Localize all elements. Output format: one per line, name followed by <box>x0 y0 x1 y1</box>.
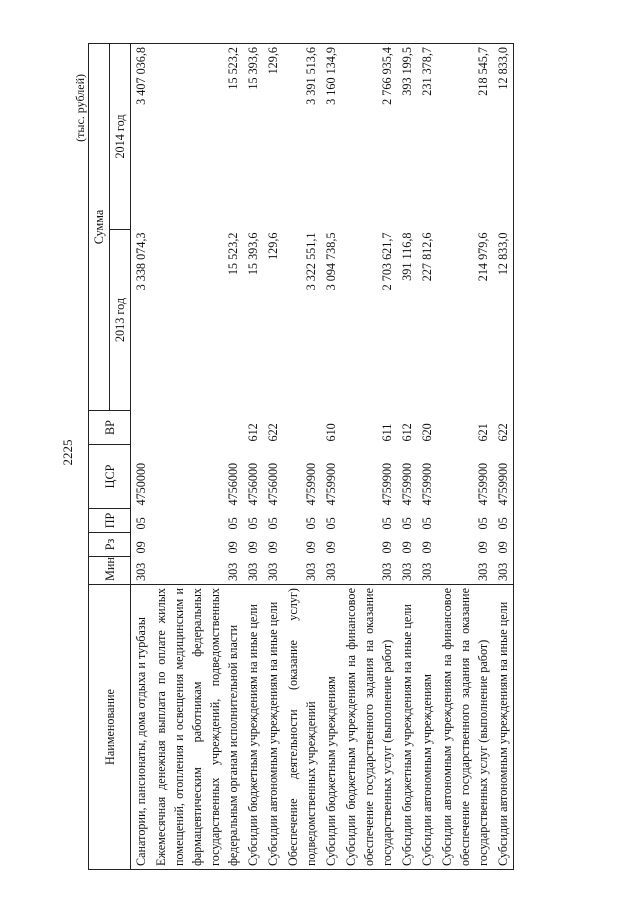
row-csr: 4759900 <box>324 462 338 506</box>
row-2013: 214 979,6 <box>476 232 490 282</box>
row-min: 303 <box>420 562 434 581</box>
row-min: 303 <box>134 562 148 581</box>
row-min: 303 <box>380 562 394 581</box>
row-vr <box>151 411 243 445</box>
table-row <box>321 43 341 869</box>
row-rz: 09 <box>420 541 434 554</box>
row-pr: 05 <box>476 517 490 530</box>
row-2014: 12 833,0 <box>493 43 514 229</box>
row-name: Субсидии автономным учреждениям <box>417 585 437 870</box>
row-rz: 09 <box>246 541 260 554</box>
row-rz: 09 <box>380 541 394 554</box>
row-2013: 391 116,8 <box>400 232 414 281</box>
row-2014: 15 523,2 <box>151 43 243 229</box>
row-name: Субсидии автономным учреждениям на иные цели <box>263 585 283 870</box>
row-2013: 3 338 074,3 <box>134 232 148 291</box>
row-csr: 4756000 <box>226 462 240 506</box>
header-2013: 2013 год <box>110 230 131 411</box>
page-number: 2225 <box>60 439 75 466</box>
row-rz: 09 <box>324 541 338 554</box>
row-pr: 05 <box>134 517 148 530</box>
row-vr: 622 <box>493 411 514 445</box>
row-vr: 620 <box>420 423 434 442</box>
row-min: 303 <box>246 562 260 581</box>
table-row <box>263 43 283 869</box>
row-pr: 05 <box>420 517 434 530</box>
row-vr <box>131 411 152 445</box>
header-csr: ЦСР <box>89 445 131 509</box>
row-name: Субсидии бюджетным учреждениям на финансовое обеспечение государственного задания на оказание государственных услуг (выполнение работ) <box>341 585 397 870</box>
row-name: Субсидии бюджетным учреждениям на иные цели <box>243 585 263 870</box>
row-csr: 4759900 <box>400 462 414 506</box>
row-rz: 09 <box>226 541 240 554</box>
row-name: Субсидии бюджетным учреждениям <box>321 585 341 870</box>
row-2013: 129,6 <box>266 232 280 260</box>
row-2014: 15 393,6 <box>243 43 263 229</box>
row-csr: 4756000 <box>246 462 260 506</box>
row-name: Ежемесячная денежная выплата по оплате жилых помещений, отопления и освещения медицинским и фармацевтическим работникам федеральных государственных учреждений, подведомственных федеральным органам исполнительной власти <box>151 585 243 870</box>
header-sum: Сумма <box>89 43 110 410</box>
row-vr <box>283 411 321 445</box>
row-csr: 4759900 <box>304 462 318 506</box>
header-2014: 2014 год <box>110 43 131 229</box>
row-2014: 3 160 134,9 <box>321 43 341 229</box>
row-2013: 227 812,6 <box>420 232 434 282</box>
row-min: 303 <box>266 562 280 581</box>
row-csr: 4750000 <box>134 462 148 506</box>
row-rz: 09 <box>304 541 318 554</box>
row-csr: 4759900 <box>476 462 490 506</box>
row-2014: 2 766 935,4 <box>341 43 397 229</box>
row-2014: 3 407 036,8 <box>131 43 152 229</box>
row-2013: 2 703 621,7 <box>380 232 394 291</box>
table-row <box>437 43 493 869</box>
row-vr: 611 <box>380 423 394 442</box>
row-csr: 4759900 <box>380 462 394 506</box>
table-header <box>89 43 131 869</box>
row-pr: 05 <box>226 517 240 530</box>
row-name: Обеспечение деятельности (оказание услуг) подведомственных учреждений <box>283 585 321 870</box>
table-row <box>151 43 243 869</box>
row-pr: 05 <box>246 517 260 530</box>
row-2014: 218 545,7 <box>437 43 493 229</box>
table-row <box>417 43 437 869</box>
table-row <box>243 43 263 869</box>
budget-table <box>88 43 514 870</box>
row-rz: 09 <box>476 541 490 554</box>
row-name: Субсидии автономным учреждениям на финансовое обеспечение государственного задания на оказание государственных услуг (выполнение работ) <box>437 585 493 870</box>
row-2013: 15 523,2 <box>226 232 240 276</box>
row-rz: 09 <box>400 541 414 554</box>
row-2013: 15 393,6 <box>246 232 260 276</box>
row-rz: 09 <box>266 541 280 554</box>
row-csr: 4759900 <box>493 445 514 509</box>
row-vr: 622 <box>266 423 280 442</box>
header-name: Наименование <box>89 585 131 870</box>
row-name: Субсидии бюджетным учреждениям на иные цели <box>397 585 417 870</box>
row-name: Санатории, пансионаты, дома отдыха и турбазы <box>131 585 152 870</box>
row-pr: 05 <box>380 517 394 530</box>
table-row <box>131 43 152 869</box>
header-pr: ПР <box>89 509 131 533</box>
header-min: Мин <box>89 557 131 585</box>
row-vr: 612 <box>400 423 414 442</box>
row-name: Субсидии автономным учреждениям на иные цели <box>493 585 514 870</box>
row-pr: 05 <box>324 517 338 530</box>
row-rz: 09 <box>134 541 148 554</box>
row-2013: 3 322 551,1 <box>304 232 318 291</box>
row-pr: 05 <box>304 517 318 530</box>
row-2014: 129,6 <box>263 43 283 229</box>
row-pr: 05 <box>400 517 414 530</box>
table-row <box>341 43 397 869</box>
table-row <box>397 43 417 869</box>
row-vr: 612 <box>246 423 260 442</box>
row-2014: 393 199,5 <box>397 43 417 229</box>
header-rz: Рз <box>89 533 131 557</box>
row-2014: 3 391 513,6 <box>283 43 321 229</box>
row-min: 303 <box>304 562 318 581</box>
row-csr: 4759900 <box>420 462 434 506</box>
table-body <box>131 43 514 869</box>
header-vr: ВР <box>89 411 131 445</box>
units-label: (тыс. рублей) <box>73 74 87 142</box>
row-min: 303 <box>226 562 240 581</box>
row-min: 303 <box>493 557 514 585</box>
row-2013: 12 833,0 <box>493 230 514 411</box>
table-row <box>283 43 321 869</box>
row-min: 303 <box>476 562 490 581</box>
row-2014: 231 378,7 <box>417 43 437 229</box>
row-csr: 4756000 <box>266 462 280 506</box>
row-vr: 621 <box>476 423 490 442</box>
row-vr: 610 <box>324 423 338 442</box>
row-pr: 05 <box>266 517 280 530</box>
row-min: 303 <box>324 562 338 581</box>
row-pr: 05 <box>493 509 514 533</box>
row-2013: 3 094 738,5 <box>324 232 338 291</box>
row-min: 303 <box>400 562 414 581</box>
table-row <box>493 43 514 869</box>
row-rz: 09 <box>493 533 514 557</box>
